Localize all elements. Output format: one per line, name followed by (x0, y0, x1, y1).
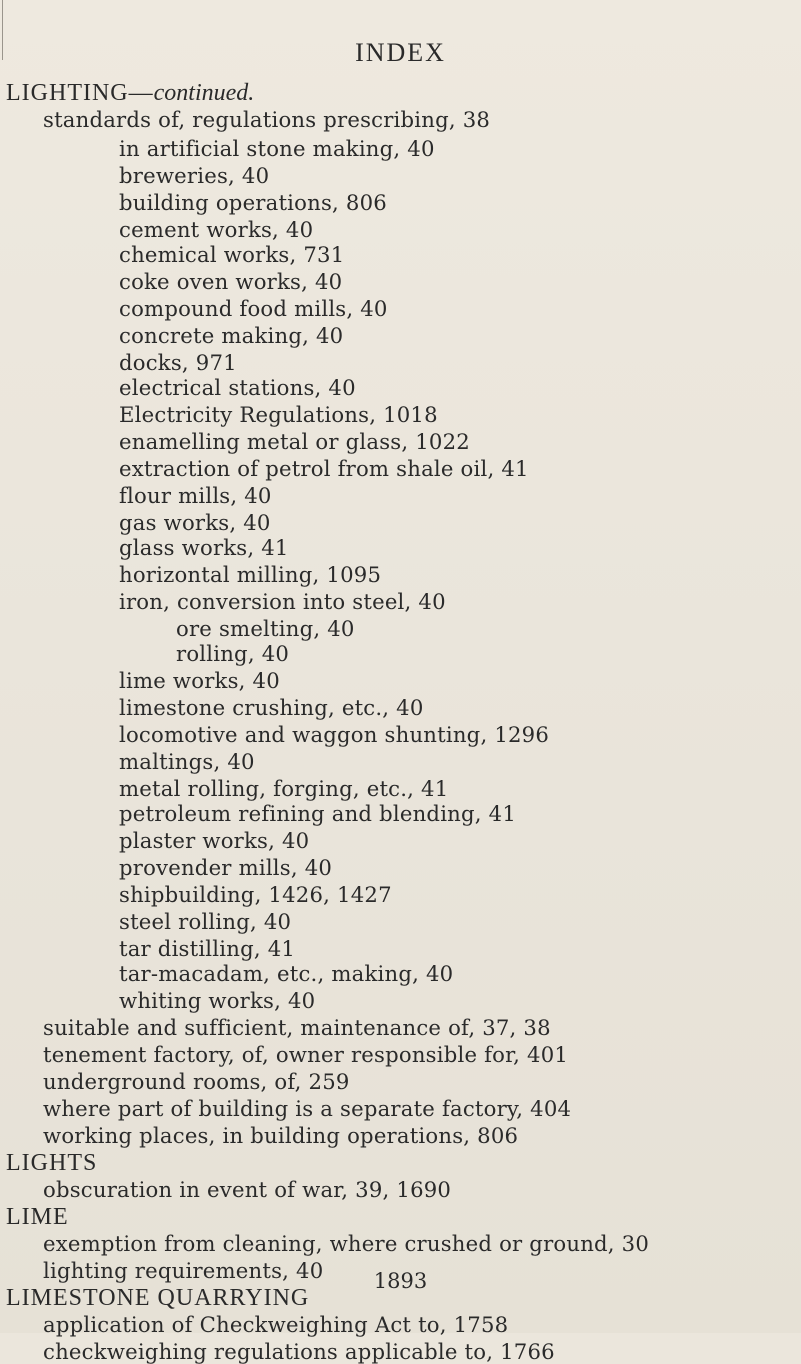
entry-text: horizontal milling, 1095 (119, 562, 382, 587)
entry-text: lighting requirements, 40 (43, 1258, 324, 1283)
entry-text: glass works, 41 (119, 535, 289, 560)
page-number: 1893 (373, 1269, 428, 1293)
entry-text: iron, conversion into steel, 40 (119, 589, 446, 614)
entry-text: metal rolling, forging, etc., 41 (119, 776, 449, 801)
entry-text: docks, 971 (119, 350, 237, 375)
index-entry (119, 512, 271, 534)
entry-text: maltings, 40 (119, 749, 255, 774)
entry-text: cement works, 40 (119, 217, 314, 242)
index-entry (119, 244, 344, 266)
index-entry (119, 884, 392, 906)
entry-text: obscuration in event of war, 39, 1690 (43, 1177, 452, 1202)
index-heading (6, 1206, 69, 1228)
entry-text: rolling, 40 (176, 641, 290, 666)
index-entry (176, 618, 355, 640)
index-entry (119, 165, 269, 187)
entry-text: checkweighing regulations applicable to, 1766 (43, 1339, 555, 1364)
entry-text: tar distilling, 41 (119, 936, 296, 961)
entry-text: standards of, regulations prescribing, 38 (43, 107, 491, 132)
entry-text: ore smelting, 40 (176, 616, 355, 641)
entry-text: coke oven works, 40 (119, 269, 343, 294)
index-entry (119, 325, 343, 347)
index-entry (119, 458, 529, 480)
entry-text: underground rooms, of, 259 (43, 1069, 350, 1094)
index-heading (6, 82, 254, 104)
index-entry (119, 724, 549, 746)
index-entry (119, 911, 291, 933)
index-entry (119, 485, 272, 507)
entry-text: building operations, 806 (119, 190, 387, 215)
entry-text: chemical works, 731 (119, 242, 345, 267)
entry-continued-label: continued. (153, 80, 255, 106)
index-entry (119, 138, 435, 160)
index-entry (119, 670, 280, 692)
entry-text: LIME (6, 1204, 69, 1230)
index-entry (119, 192, 387, 214)
page-title: INDEX (355, 38, 446, 67)
index-entry (176, 643, 289, 665)
entry-text: locomotive and waggon shunting, 1296 (119, 722, 550, 747)
index-entry (119, 778, 448, 800)
index-entry (119, 431, 470, 453)
entry-text: steel rolling, 40 (119, 909, 292, 934)
index-entry (119, 537, 289, 559)
entry-text: LIGHTS (6, 1150, 98, 1176)
entry-text: Electricity Regulations, 1018 (119, 402, 438, 427)
entry-text: shipbuilding, 1426, 1427 (119, 882, 392, 907)
index-entry (43, 109, 490, 131)
entry-text: extraction of petrol from shale oil, 41 (119, 456, 529, 481)
index-entry (43, 1179, 451, 1201)
entry-text: compound food mills, 40 (119, 296, 388, 321)
entry-text: petroleum refining and blending, 41 (119, 801, 517, 826)
index-entry (43, 1125, 518, 1147)
entry-text: exemption from cleaning, where crushed or ground, 30 (43, 1231, 650, 1256)
entry-text: tenement factory, of, owner responsible for, 401 (43, 1042, 569, 1067)
index-entry (119, 219, 313, 241)
entry-text: limestone crushing, etc., 40 (119, 695, 424, 720)
index-entry (119, 564, 381, 586)
entry-text: working places, in building operations, 806 (43, 1123, 519, 1148)
entry-text: in artificial stone making, 40 (119, 136, 435, 161)
entry-text: plaster works, 40 (119, 828, 310, 853)
entry-text: whiting works, 40 (119, 988, 316, 1013)
index-entry (119, 377, 356, 399)
index-entry (119, 751, 255, 773)
index-entry (119, 591, 446, 613)
entry-text: LIMESTONE QUARRYING (6, 1285, 310, 1311)
index-entry (43, 1341, 555, 1363)
index-entry (43, 1098, 571, 1120)
entry-text: gas works, 40 (119, 510, 271, 535)
index-entry (119, 298, 388, 320)
index-entry (43, 1233, 649, 1255)
index-entry (119, 404, 438, 426)
entry-text: breweries, 40 (119, 163, 270, 188)
index-entry (119, 697, 424, 719)
entry-text: concrete making, 40 (119, 323, 344, 348)
entry-text: flour mills, 40 (119, 483, 272, 508)
index-entry (43, 1017, 551, 1039)
entry-text: where part of building is a separate factory, 404 (43, 1096, 572, 1121)
entry-text: enamelling metal or glass, 1022 (119, 429, 470, 454)
index-entry (43, 1044, 568, 1066)
index-entry (43, 1071, 350, 1093)
entry-text: provender mills, 40 (119, 855, 333, 880)
entry-text: electrical stations, 40 (119, 375, 356, 400)
index-entry (119, 990, 315, 1012)
index-entry (119, 271, 342, 293)
index-entry (119, 857, 332, 879)
index-entry (119, 963, 453, 985)
index-entry (119, 830, 309, 852)
index-entry (119, 803, 516, 825)
entry-text: lime works, 40 (119, 668, 280, 693)
index-entry (119, 352, 237, 374)
entry-text: LIGHTING— (6, 80, 154, 106)
index-heading (6, 1152, 97, 1174)
entry-text: suitable and sufficient, maintenance of, 37, 38 (43, 1015, 551, 1040)
index-entry (119, 938, 295, 960)
entry-text: application of Checkweighing Act to, 1758 (43, 1312, 509, 1337)
entry-text: tar-macadam, etc., making, 40 (119, 961, 454, 986)
